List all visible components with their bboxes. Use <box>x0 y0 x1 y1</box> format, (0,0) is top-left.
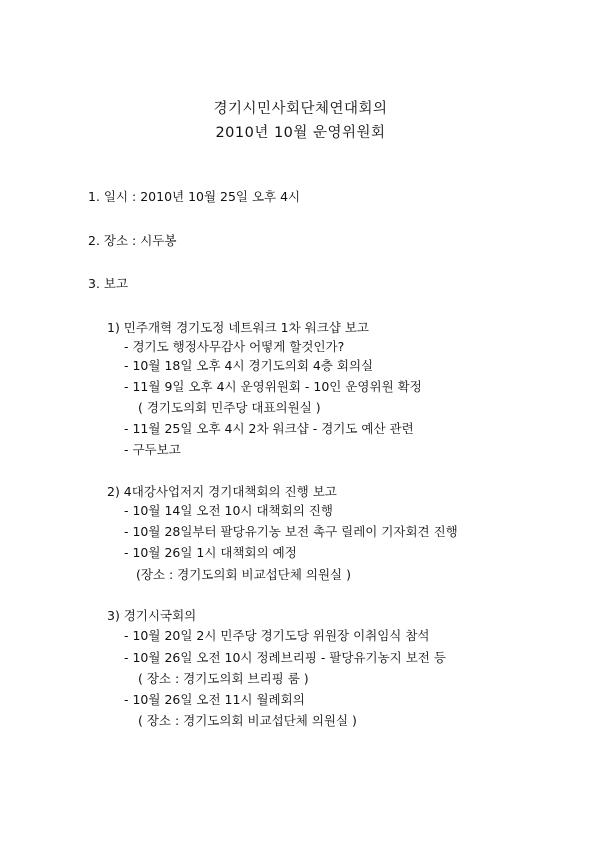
list-item: - 11월 9일 오후 4시 운영위원회 - 10인 운영위원 확정 <box>124 379 422 394</box>
list-item: - 10월 20일 2시 민주당 경기도당 위원장 이취임식 참석 <box>124 628 430 643</box>
list-item: - 10월 18일 오후 4시 경기도의회 4층 회의실 <box>124 358 374 373</box>
item-report: 3. 보고 <box>88 276 129 291</box>
item-date: 1. 일시 : 2010년 10월 25일 오후 4시 <box>88 189 301 204</box>
section-heading: 3) 경기시국회의 <box>107 608 197 623</box>
list-item: - 구두보고 <box>124 442 181 457</box>
list-item: - 10월 26일 1시 대책회의 예정 <box>124 545 297 560</box>
list-item: - 10월 14일 오전 10시 대책회의 진행 <box>124 503 333 518</box>
document-title: 경기시민사회단체연대회의 <box>213 101 388 117</box>
list-item: - 10월 28일부터 팔당유기농 보전 촉구 릴레이 기자회견 진행 <box>124 524 458 539</box>
list-item-note: ( 경기도의회 민주당 대표의원실 ) <box>138 400 321 415</box>
list-item-note: ( 장소 : 경기도의회 브리핑 룸 ) <box>138 671 309 686</box>
document-subtitle: 2010년 10월 운영위원회 <box>215 125 386 141</box>
list-item-note: ( 장소 : 경기도의회 비교섭단체 의원실 ) <box>138 713 357 728</box>
section-heading: 1) 민주개혁 경기도정 네트워크 1차 워크샵 보고 <box>107 320 369 335</box>
list-item: - 10월 26일 오전 11시 월례회의 <box>124 692 305 707</box>
list-item: - 11월 25일 오후 4시 2차 워크샵 - 경기도 예산 관련 <box>124 421 414 436</box>
list-item-note: (장소 : 경기도의회 비교섭단체 의원실 ) <box>136 567 351 582</box>
list-item: - 경기도 행정사무감사 어떻게 할것인가? <box>124 339 345 354</box>
list-item: - 10월 26일 오전 10시 정례브리핑 - 팔당유기농지 보전 등 <box>124 650 446 665</box>
section-heading: 2) 4대강사업저지 경기대책회의 진행 보고 <box>107 484 337 499</box>
item-place: 2. 장소 : 시두봉 <box>88 233 177 248</box>
